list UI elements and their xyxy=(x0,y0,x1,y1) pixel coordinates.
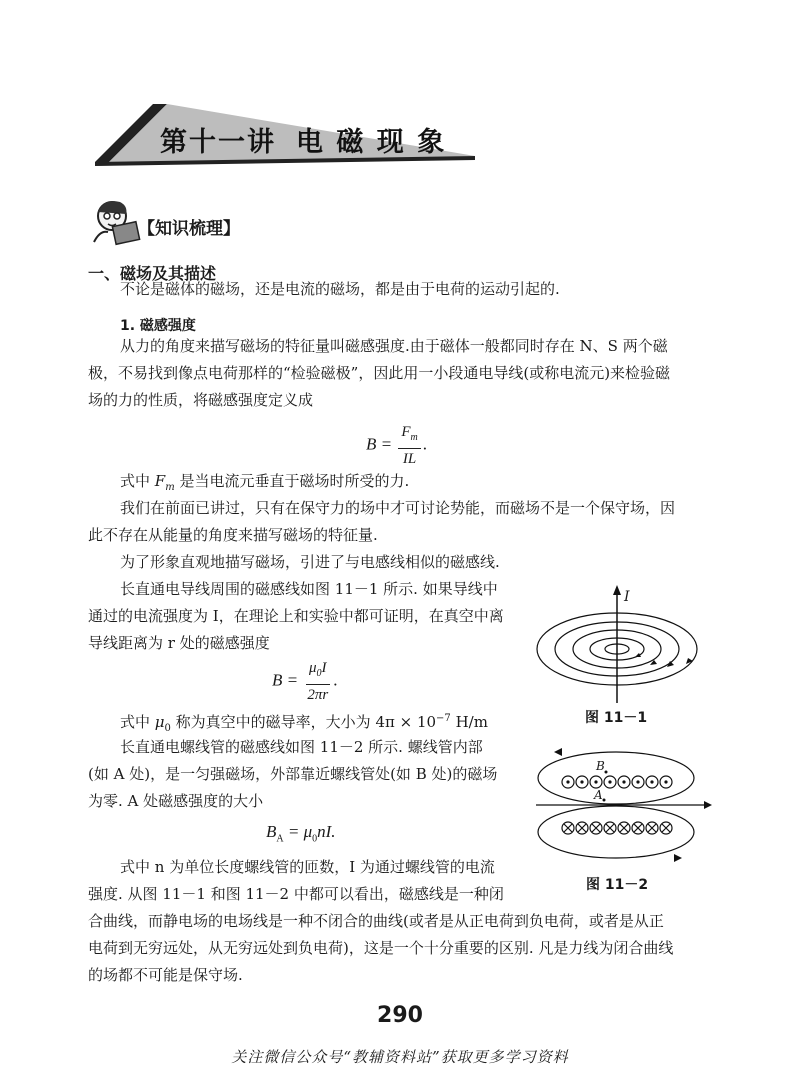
paragraph-n-line-2: 强度. 从图 11－1 和图 11－2 中都可以看出，磁感线是一种闭 xyxy=(88,885,504,903)
axis-arrow xyxy=(704,801,712,809)
paragraph-closed-line-1: 合曲线，而静电场的电场线是一种不闭合的曲线(或者是从正电荷到负电荷，或者是从正 xyxy=(88,912,664,930)
paragraph-wire-line-1: 长直通电导线周围的磁感线如图 11－1 所示. 如果导线中 xyxy=(120,580,498,598)
upper-loop-arrow xyxy=(554,748,562,756)
mu-symbol-subscript: 0 xyxy=(164,723,171,734)
fm-note-prefix: 式中 xyxy=(120,472,155,490)
figure-11-2-label-b: B xyxy=(596,759,605,773)
paragraph-potential-line-1: 我们在前面已讲过，只有在保守力的场中才可讨论势能，而磁场不是一个保守场，因 xyxy=(120,499,676,517)
formula-period: . xyxy=(422,434,428,454)
formula-b-wire xyxy=(272,658,337,705)
fm-symbol-subscript: m xyxy=(165,482,175,493)
chapter-title xyxy=(160,120,446,159)
formula-b-definition xyxy=(366,422,427,469)
page-number: 290 xyxy=(377,1003,423,1028)
current-out-dots xyxy=(562,776,672,788)
subheading-magnetic-induction: 1. 磁感强度 xyxy=(120,318,196,334)
formula-numerator-subscript: m xyxy=(410,432,418,443)
formula-ba-subscript: A xyxy=(276,833,284,845)
paragraph-potential-line-2: 此不存在从能量的角度来描写磁场的特征量. xyxy=(88,526,378,544)
formula-wire-denominator: 2πr xyxy=(307,687,329,703)
formula-ba xyxy=(266,822,336,844)
fm-note-suffix: 是当电流元垂直于磁场时所受的力. xyxy=(174,472,410,490)
mu-note-exponent: −7 xyxy=(436,713,451,724)
mu-symbol: μ xyxy=(154,713,165,731)
figure-11-1-caption: 图 11－1 xyxy=(585,710,648,726)
paragraph-closed-line-3: 的场都不可能是保守场. xyxy=(88,966,243,984)
formula-denominator: IL xyxy=(402,451,417,467)
formula-wire-mu: μ xyxy=(309,660,317,676)
paragraph-n-line-1: 式中 n 为单位长度螺线管的匝数，I 为通过螺线管的电流 xyxy=(120,858,495,876)
figure-11-2-diagram xyxy=(534,748,714,868)
paragraph-solenoid-line-3: 为零. A 处磁感强度的大小 xyxy=(88,792,264,810)
paragraph-solenoid-line-2: (如 A 处)，是一匀强磁场，外部靠近螺线管处(如 B 处)的磁场 xyxy=(88,765,498,783)
figure-11-1-current-label: I xyxy=(624,589,630,605)
paragraph-definition-line-1: 从力的角度来描写磁场的特征量叫磁感强度.由于磁体一般都同时存在 N、S 两个磁 xyxy=(120,337,668,355)
lower-loop-arrow xyxy=(674,854,682,862)
formula-wire-period: . xyxy=(333,670,338,690)
mascot-reading-icon xyxy=(90,196,142,246)
formula-wire-mu-subscript: 0 xyxy=(316,668,322,679)
chapter-topic: 电 磁 现 象 xyxy=(296,127,447,158)
figure-11-2-label-a: A xyxy=(594,788,603,802)
formula-ba-mu: = μ xyxy=(283,822,313,841)
paragraph-field-lines: 为了形象直观地描写磁场，引进了与电感线相似的磁感线. xyxy=(120,553,500,571)
current-arrow xyxy=(613,585,621,595)
mu-note-text: 称为真空中的磁导率，大小为 4π × 10 xyxy=(170,713,437,731)
paragraph-solenoid-line-1: 长直通电螺线管的磁感线如图 11－2 所示. 螺线管内部 xyxy=(120,738,483,756)
paragraph-definition-line-2: 极，不易找到像点电荷那样的“检验磁极”，因此用一小段通电导线(或称电流元)来检验磁 xyxy=(88,364,671,382)
formula-ba-symbol: B xyxy=(266,822,277,841)
paragraph-closed-line-2: 电荷到无穷远处，从无穷远处到负电荷)，这是一个十分重要的区别. 凡是力线为闭合曲线 xyxy=(88,939,674,957)
heading-magnetic-field: 一、磁场及其描述 xyxy=(88,264,217,283)
chapter-number: 第十一讲 xyxy=(160,127,276,158)
mu-note-prefix: 式中 xyxy=(120,713,155,731)
formula-numerator: F xyxy=(401,424,411,440)
footer-note: 关注微信公众号“教辅资料站”获取更多学习资料 xyxy=(231,1048,569,1066)
mu-note-unit: H/m xyxy=(450,713,488,731)
paragraph-intro: 不论是磁体的磁场，还是电流的磁场，都是由于电荷的运动引起的. xyxy=(120,280,560,298)
formula-wire-lhs: B = xyxy=(272,670,299,690)
paragraph-definition-line-3: 场的力的性质，将磁感强度定义成 xyxy=(88,391,314,409)
section-label: 【知识梳理】 xyxy=(138,219,240,239)
paragraph-wire-line-2: 通过的电流强度为 I，在理论上和实验中都可证明，在真空中离 xyxy=(88,607,504,625)
formula-ba-tail: nI. xyxy=(317,822,336,841)
formula-wire-current: I xyxy=(321,660,327,676)
formula-ba-mu-subscript: 0 xyxy=(312,833,318,845)
figure-11-2-caption: 图 11－2 xyxy=(586,877,649,893)
paragraph-wire-line-3: 导线距离为 r 处的磁感强度 xyxy=(88,634,270,652)
formula-lhs: B = xyxy=(366,434,393,454)
fm-symbol: F xyxy=(154,472,166,490)
field-arrow-1 xyxy=(686,658,693,664)
current-in-crosses xyxy=(562,822,672,834)
